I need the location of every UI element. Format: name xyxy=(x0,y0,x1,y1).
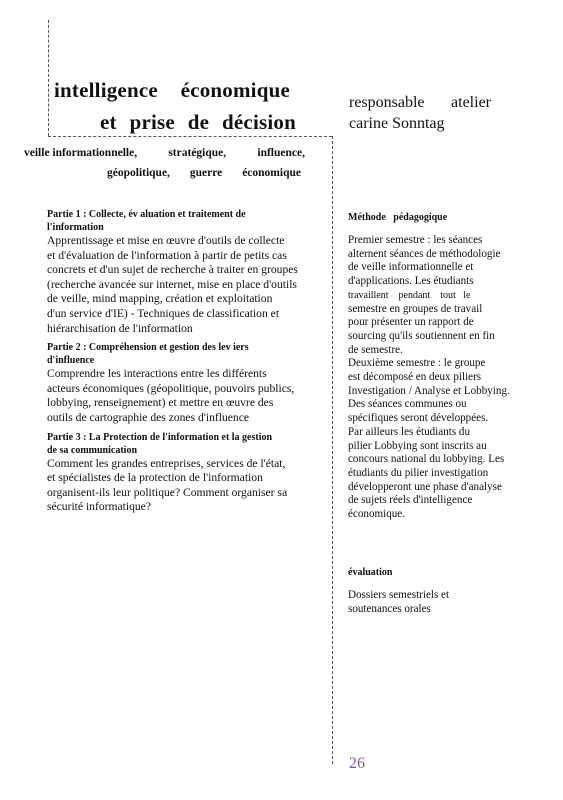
title-word: et xyxy=(100,110,117,134)
part-2-heading: Partie 2 : Compréhension et gestion des lev iers d'influence xyxy=(47,342,249,367)
page-title-line1 xyxy=(54,80,290,101)
title-word: intelligence xyxy=(54,78,158,102)
evaluation-body: Dossiers semestriels et soutenances orales xyxy=(348,589,450,615)
keywords-row1 xyxy=(24,148,305,160)
part-1-body: Apprentissage et mise en œuvre d'outils de collecte et d'évaluation de l'information à partir de petits cas concrets et d'un sujet de recherche à traiter en groupes (recherche avancée sur internet, mise en place d'outils de veille, mind mapping, création et exploitation d'un service d'IE) - Techniques de classification et hiérarchisation de l'information xyxy=(47,234,298,335)
part-3-body: Comment les grandes entreprises, services de l'état, et spécialistes de la protection de l'information organisent-ils leur politique? Comment organiser sa sécurité informatique? xyxy=(47,456,288,514)
center-dashed-divider xyxy=(332,136,333,764)
evaluation-heading: évaluation xyxy=(348,567,393,578)
responsable-label: atelier xyxy=(451,94,491,111)
responsable-label: responsable xyxy=(349,94,425,111)
left-dashed-divider xyxy=(48,20,49,136)
part-1-section xyxy=(47,208,317,336)
responsable-name: carine Sonntag xyxy=(349,115,445,132)
methode-body: Premier semestre : les séances alternent séances de méthodologie de veille informationnelle et d'applications. Les étudiants travaillent pendant tout le semestre en groupes de travail pour présenter un rapport de sourcing qu'ils soutiennent en fin de semestre. Deuxième semestre : le groupe est décomposé en deux piliers Investigation / Analyse et Lobbying. Des séances communes ou spécifiques seront développées. Par ailleurs les étudiants du pilier Lobbying sont inscrits au concours national du lobbying. Les étudiants du pilier investigation développeront une phase d'analyse de sujets réels d'intelligence économique. xyxy=(348,234,510,521)
title-dashed-underline xyxy=(48,136,332,137)
keyword: géopolitique, xyxy=(107,167,170,179)
keyword: influence, xyxy=(257,147,305,159)
title-word: de xyxy=(187,110,210,134)
responsable-block xyxy=(349,92,491,134)
page-title-line2 xyxy=(100,112,296,133)
evaluation-section xyxy=(348,566,518,616)
keyword: veille informationnelle, xyxy=(24,147,138,159)
part-3-heading: Partie 3 : La Protection de l'information et la gestion de sa communication xyxy=(47,431,273,456)
page-number: 26 xyxy=(349,755,365,772)
part-2-body: Comprendre les interactions entre les différents acteurs économiques (géopolitique, pouvoirs publics, lobbying, renseignement) et mettre en œuvre des outils de cartographie des zones d'influence xyxy=(47,367,295,424)
part-1-heading: Partie 1 : Collecte, év aluation et traitement de l'information xyxy=(47,209,246,233)
keyword: économique xyxy=(242,167,301,179)
keywords-row2 xyxy=(107,168,301,180)
title-word: économique xyxy=(180,78,290,102)
title-word: prise xyxy=(129,110,175,134)
keyword: stratégique, xyxy=(168,147,227,159)
course-parts xyxy=(47,208,317,520)
part-3-section xyxy=(47,431,317,515)
part-2-section xyxy=(47,341,317,425)
methode-heading: Méthode pédagogique xyxy=(348,212,448,223)
keyword: guerre xyxy=(189,167,223,179)
title-word: décision xyxy=(222,110,296,134)
methode-section xyxy=(348,211,518,522)
